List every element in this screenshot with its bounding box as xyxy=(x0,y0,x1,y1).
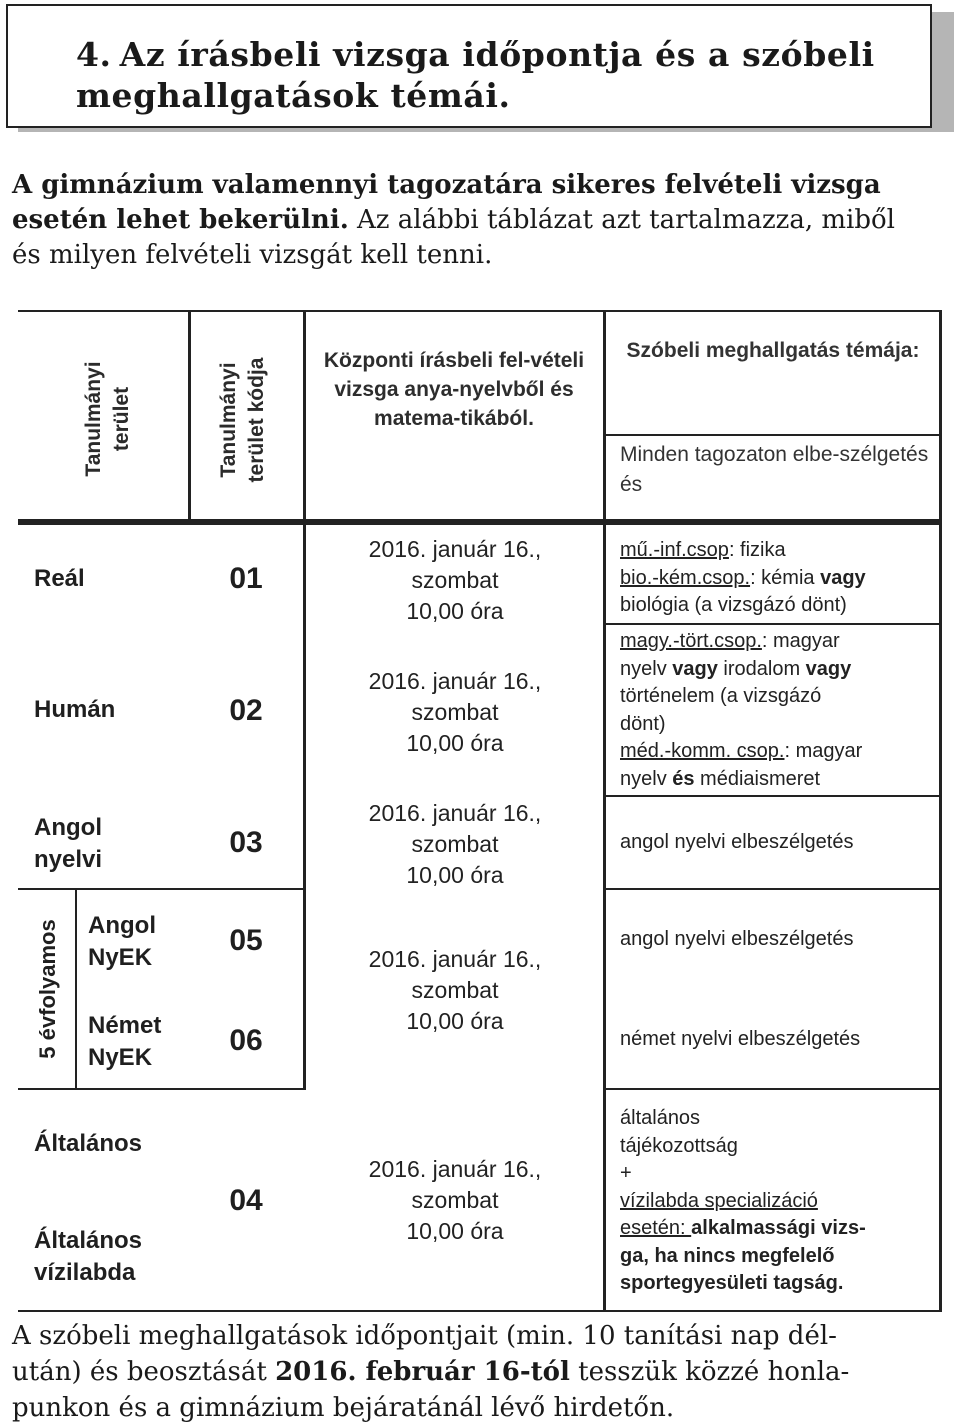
date-line-3: 10,00 óra xyxy=(406,862,504,888)
topic-general-line-1: általános xyxy=(620,1107,701,1129)
topic-human-subject-2: : magyar xyxy=(784,740,863,762)
header-code xyxy=(215,315,275,525)
area-german-nyek-line-1: Német xyxy=(88,1012,162,1039)
footer-paragraph xyxy=(12,1318,892,1426)
topic-general-t5a: esetén: xyxy=(620,1217,692,1239)
area-general-waterpolo-line-2: vízilabda xyxy=(34,1259,136,1286)
topic-english-nyek: angol nyelvi elbeszélgetés xyxy=(620,928,854,950)
date-line-3: 10,00 óra xyxy=(406,598,504,624)
code-real: 01 xyxy=(229,562,263,595)
area-english-line-2: nyelvi xyxy=(34,846,103,873)
date-english xyxy=(306,798,604,891)
header-oral-title: Szóbeli meghallgatás témája: xyxy=(626,339,920,362)
date-general xyxy=(306,1154,604,1247)
topic-human-line-3: történelem (a vizsgázó xyxy=(620,685,822,707)
area-english-nyek xyxy=(88,910,156,974)
topic-human-or-1: vagy xyxy=(672,657,718,680)
area-german-nyek xyxy=(88,1010,161,1074)
topic-real-line-3: biológia (a vizsgázó dönt) xyxy=(620,594,847,616)
area-english-line-1: Angol xyxy=(34,814,102,841)
section-heading xyxy=(76,34,916,116)
area-human: Humán xyxy=(34,696,116,723)
date-line-3: 10,00 óra xyxy=(406,1218,504,1244)
area-german-nyek-line-2: NyEK xyxy=(88,1044,153,1071)
topic-human xyxy=(620,628,935,793)
topic-real-group-2: bio.-kém.csop. xyxy=(620,566,751,589)
code-human: 02 xyxy=(229,694,263,727)
footer-bold-date: 2016. február 16-tól xyxy=(275,1357,570,1387)
header-area xyxy=(80,314,133,524)
intro-normal: Az alábbi táblázat azt tartalmazza, miből és milyen felvételi vizsgát kell tenni. xyxy=(12,205,895,270)
topic-real-subject-1: : fizika xyxy=(728,539,786,561)
date-nyek xyxy=(306,944,604,1037)
topic-human-line-4: dönt) xyxy=(620,712,666,735)
topic-general-line-6: ga, ha nincs megfelelő xyxy=(620,1244,835,1267)
topic-real xyxy=(620,537,935,620)
code-english: 03 xyxy=(229,826,263,859)
topic-general-line-7: sportegyesületi tagság. xyxy=(620,1272,844,1294)
footer-part-1: A szóbeli meghallgatások időpontjait (min. 10 tanítási nap dél-után) és beosztását xyxy=(12,1321,837,1387)
header-oral-sub: Minden tagozaton elbe-szélgetés és xyxy=(620,443,929,496)
topic-human-t6a: nyelv xyxy=(620,767,673,790)
date-real xyxy=(306,534,604,627)
header-code-text: Tanulmányi terület kódja xyxy=(217,357,268,483)
date-line-1: 2016. január 16., xyxy=(368,536,542,562)
area-general-waterpolo-line-1: Általános xyxy=(34,1227,143,1254)
area-real: Reál xyxy=(34,565,85,592)
date-line-2: szombat xyxy=(411,1187,499,1213)
header-written: Központi írásbeli fel-vételi vizsga anya-nyelvből és matema-tikából. xyxy=(323,349,585,430)
area-english xyxy=(34,812,102,876)
date-line-1: 2016. január 16., xyxy=(368,800,542,826)
topic-human-or-2: vagy xyxy=(805,657,852,680)
topic-general xyxy=(620,1105,935,1298)
header-area-text: Tanulmányi terület xyxy=(82,361,133,477)
topic-real-subject-2: : kémia xyxy=(750,566,821,589)
topic-real-or: vagy xyxy=(820,566,866,589)
date-line-2: szombat xyxy=(411,699,499,725)
topic-general-line-2: tájékozottság xyxy=(620,1134,738,1157)
area-general: Általános xyxy=(34,1130,143,1157)
topic-human-group-2: méd.-komm. csop. xyxy=(620,740,785,762)
code-general: 04 xyxy=(229,1184,263,1217)
topic-general-plus: + xyxy=(620,1162,632,1184)
date-line-1: 2016. január 16., xyxy=(368,1156,542,1182)
topic-human-t2c: irodalom xyxy=(717,657,806,680)
topic-real-group-1: mű.-inf.csop xyxy=(620,539,729,561)
intro-paragraph xyxy=(12,168,912,273)
topic-human-and: és xyxy=(672,767,695,790)
topic-human-subject-1: : magyar xyxy=(761,630,840,652)
date-line-3: 10,00 óra xyxy=(406,730,504,756)
topic-human-group-1: magy.-tört.csop. xyxy=(620,630,762,652)
date-line-1: 2016. január 16., xyxy=(368,946,542,972)
topic-general-t5b: alkalmassági vizs- xyxy=(691,1217,866,1239)
section-heading-box xyxy=(6,4,932,128)
topic-german-nyek: német nyelvi elbeszélgetés xyxy=(620,1028,861,1050)
topic-human-t2a: nyelv xyxy=(620,657,673,680)
date-line-2: szombat xyxy=(411,567,499,593)
area-general-waterpolo xyxy=(34,1225,142,1289)
area-english-nyek-line-2: NyEK xyxy=(88,944,153,971)
area-english-nyek-line-1: Angol xyxy=(88,912,156,939)
intro-bold: A gimnázium valamennyi tagozatára sikeres felvételi vizsga esetén lehet bekerülni. xyxy=(12,170,881,235)
footer-part-2: tesszük közzé honla-punkon és a gimnázium bejáratánál lévő hirdetőn. xyxy=(12,1357,850,1423)
topic-general-line-4: vízilabda specializáció xyxy=(620,1189,818,1212)
date-line-3: 10,00 óra xyxy=(406,1008,504,1034)
date-line-2: szombat xyxy=(411,977,499,1003)
date-line-1: 2016. január 16., xyxy=(368,668,542,694)
topic-human-t6c: médiaismeret xyxy=(694,767,821,790)
section-title: Az írásbeli vizsga időpontja és a szóbeli meghallgatások témái. xyxy=(76,35,875,115)
code-german-nyek: 06 xyxy=(229,1024,263,1057)
code-english-nyek: 05 xyxy=(229,924,263,957)
section-number: 4. xyxy=(76,35,112,74)
group-5-year: 5 évfolyamos xyxy=(35,919,60,1059)
date-human xyxy=(306,666,604,759)
date-line-2: szombat xyxy=(411,831,499,857)
topic-english: angol nyelvi elbeszélgetés xyxy=(620,831,854,853)
